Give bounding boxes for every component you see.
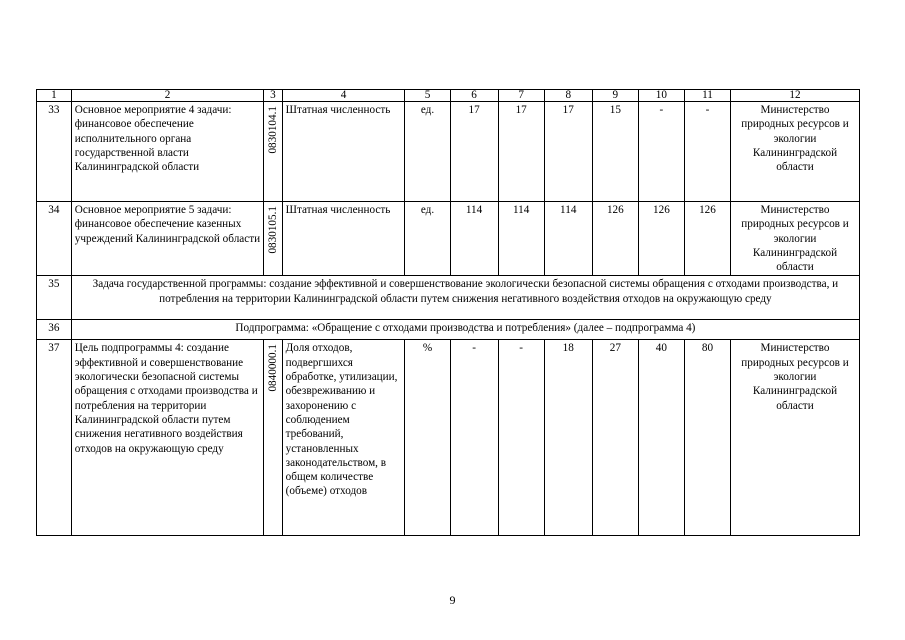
- budget-code: 0830105.1: [267, 206, 280, 254]
- unit: ед.: [405, 102, 450, 202]
- row-number: 37: [37, 340, 72, 536]
- responsible-body: Министерство природных ресурсов и экологии Калининградской области: [730, 340, 859, 536]
- value-col-7: 17: [498, 102, 544, 202]
- indicator-name: Штатная численность: [282, 102, 405, 202]
- column-header: 10: [638, 90, 684, 102]
- indicator-name: Доля отходов, подвергшихся обработке, утилизации, обезвреживанию и захоронению с соблюдением требований, установленных законодательством, в общем количестве (объеме) отходов: [282, 340, 405, 536]
- value-col-7: -: [498, 340, 544, 536]
- responsible-body: Министерство природных ресурсов и экологии Калининградской области: [730, 202, 859, 276]
- row-number: 33: [37, 102, 72, 202]
- responsible-body: Министерство природных ресурсов и экологии Калининградской области: [730, 102, 859, 202]
- code-cell: [264, 202, 282, 276]
- value-col-10: 126: [638, 202, 684, 276]
- unit: ед.: [405, 202, 450, 276]
- column-header: 6: [450, 90, 498, 102]
- page-number: 9: [449, 593, 456, 607]
- column-header: 3: [264, 90, 282, 102]
- row-number: 34: [37, 202, 72, 276]
- column-header: 2: [71, 90, 263, 102]
- value-col-6: 114: [450, 202, 498, 276]
- value-col-11: 80: [684, 340, 730, 536]
- measure-name: Цель подпрограммы 4: создание эффективной и совершенствование экологически безопасной системы обращения с отходами производства и потребления на территории Калининградской области путем снижения негативного воздействия отходов на окружающую среду: [71, 340, 263, 536]
- value-col-8: 114: [544, 202, 592, 276]
- value-col-7: 114: [498, 202, 544, 276]
- measure-name: Основное мероприятие 4 задачи: финансовое обеспечение исполнительного органа государственной власти Калининградской области: [71, 102, 263, 202]
- table-row: [37, 102, 860, 202]
- table-row: [37, 202, 860, 276]
- value-col-9: 15: [592, 102, 638, 202]
- value-col-9: 126: [592, 202, 638, 276]
- program-task-text: Задача государственной программы: создание эффективной и совершенствование экологически безопасной системы обращения с отходами производства, и потребления на территории Калининградской области путем снижения негативного воздействия отходов на окружающую среду: [71, 276, 859, 320]
- unit: %: [405, 340, 450, 536]
- value-col-11: -: [684, 102, 730, 202]
- column-header: 5: [405, 90, 450, 102]
- code-cell: [264, 340, 282, 536]
- column-header: 1: [37, 90, 72, 102]
- column-header: 12: [730, 90, 859, 102]
- table-row: [37, 276, 860, 320]
- column-header: 8: [544, 90, 592, 102]
- column-header: 4: [282, 90, 405, 102]
- value-col-6: 17: [450, 102, 498, 202]
- code-cell: [264, 102, 282, 202]
- column-header: 11: [684, 90, 730, 102]
- column-header: 9: [592, 90, 638, 102]
- value-col-8: 18: [544, 340, 592, 536]
- budget-code: 0830104.1: [267, 106, 280, 154]
- row-number: 35: [37, 276, 72, 320]
- value-col-11: 126: [684, 202, 730, 276]
- value-col-9: 27: [592, 340, 638, 536]
- value-col-10: -: [638, 102, 684, 202]
- table-row: [37, 340, 860, 536]
- subprogram-title: Подпрограмма: «Обращение с отходами производства и потребления» (далее – подпрограмма 4): [71, 320, 859, 340]
- value-col-6: -: [450, 340, 498, 536]
- budget-code: 0840000.1: [267, 344, 280, 393]
- column-header: 7: [498, 90, 544, 102]
- row-number: 36: [37, 320, 72, 340]
- table-row: [37, 320, 860, 340]
- program-indicators-table: [36, 89, 860, 536]
- value-col-8: 17: [544, 102, 592, 202]
- measure-name: Основное мероприятие 5 задачи: финансовое обеспечение казенных учреждений Калининградской области: [71, 202, 263, 276]
- indicator-name: Штатная численность: [282, 202, 405, 276]
- value-col-10: 40: [638, 340, 684, 536]
- table-header-row: [37, 90, 860, 102]
